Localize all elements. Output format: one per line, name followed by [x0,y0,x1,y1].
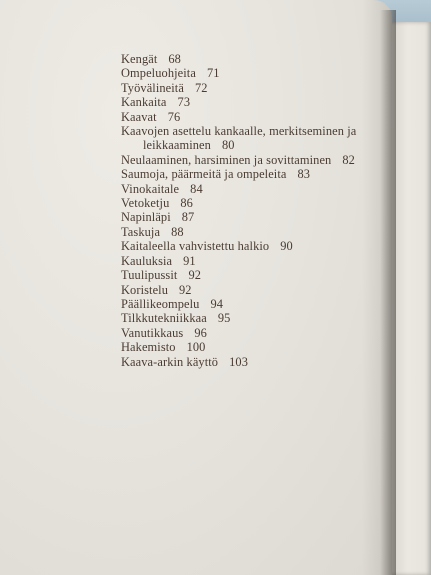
toc-entry-title-cont: leikkaaminen [143,138,211,153]
toc-entry [121,297,371,311]
toc-entry-title: Kauluksia [121,253,173,268]
toc-entry [121,124,371,153]
toc-entry-title: Vanutikkaus [121,325,184,340]
toc-entry-title: Napinläpi [121,210,171,225]
toc-entry [121,239,371,253]
toc-entry-page: 90 [280,239,293,254]
toc-entry [121,210,371,224]
toc-entry-title: Ompeluohjeita [121,66,196,81]
toc-entry [121,340,371,354]
toc-entry [121,355,371,369]
toc-entry [121,311,371,325]
toc-entry-page: 83 [297,167,311,182]
toc-entry-page: 88 [171,224,184,239]
toc-entry-title: Päällikeompelu [121,296,200,311]
table-of-contents [121,52,371,369]
toc-entry-page: 82 [342,152,355,167]
toc-entry-title: Kankaita [121,95,167,110]
toc-entry-title: Työvälineitä [121,80,184,95]
toc-entry-title: Neulaaminen, harsiminen ja sovittaminen [121,152,332,167]
toc-entry-page: 68 [168,52,181,66]
toc-entry-title: Kaava-arkin käyttö [121,354,219,369]
toc-entry [121,81,371,95]
toc-entry [121,196,371,210]
toc-entry-page: 91 [183,253,196,268]
toc-entry-page: 86 [180,196,193,211]
toc-entry [121,268,371,282]
toc-entry [121,283,371,297]
book-gutter-shadow [380,10,396,575]
toc-entry [121,182,371,196]
toc-entry-title: Kaavojen asettelu kankaalle, merkitseminen ja [121,124,357,139]
toc-entry-title: Tuulipussit [121,268,178,283]
facing-page [392,22,431,575]
toc-entry-continuation [121,138,371,152]
toc-entry-title: Kengät [121,52,158,66]
toc-entry-page: 96 [194,325,207,340]
toc-entry-title: Vinokaitale [121,181,180,196]
toc-entry-title: Tilkkutekniikkaa [121,311,207,326]
toc-entry [121,110,371,124]
toc-entry-page: 95 [217,311,231,326]
toc-entry-title: Kaitaleella vahvistettu halkio [121,239,270,254]
toc-entry [121,52,371,66]
toc-entry-page: 73 [177,95,191,110]
toc-entry-page: 87 [181,210,195,225]
toc-entry-page: 100 [186,340,206,355]
toc-entry-title: Taskuja [121,224,161,239]
toc-entry [121,66,371,80]
toc-entry-title: Koristelu [121,282,169,297]
toc-entry [121,254,371,268]
toc-entry [121,225,371,239]
toc-entry-page: 76 [167,109,181,124]
toc-entry-page: 80 [221,138,235,153]
toc-entry-title: Hakemisto [121,340,176,355]
toc-entry [121,153,371,167]
toc-entry-title: Kaavat [121,109,157,124]
toc-entry-page: 72 [194,80,208,95]
toc-entry-page: 71 [206,66,220,81]
toc-entry [121,326,371,340]
toc-entry [121,95,371,109]
toc-entry-page: 84 [190,181,203,196]
toc-entry-title: Vetoketju [121,196,170,211]
toc-entry-page: 94 [210,296,224,311]
toc-entry [121,167,371,181]
toc-entry-title: Saumoja, päärmeitä ja ompeleita [121,167,287,182]
toc-entry-page: 103 [229,354,248,369]
toc-entry-page: 92 [188,268,202,283]
toc-entry-page: 92 [179,282,192,297]
